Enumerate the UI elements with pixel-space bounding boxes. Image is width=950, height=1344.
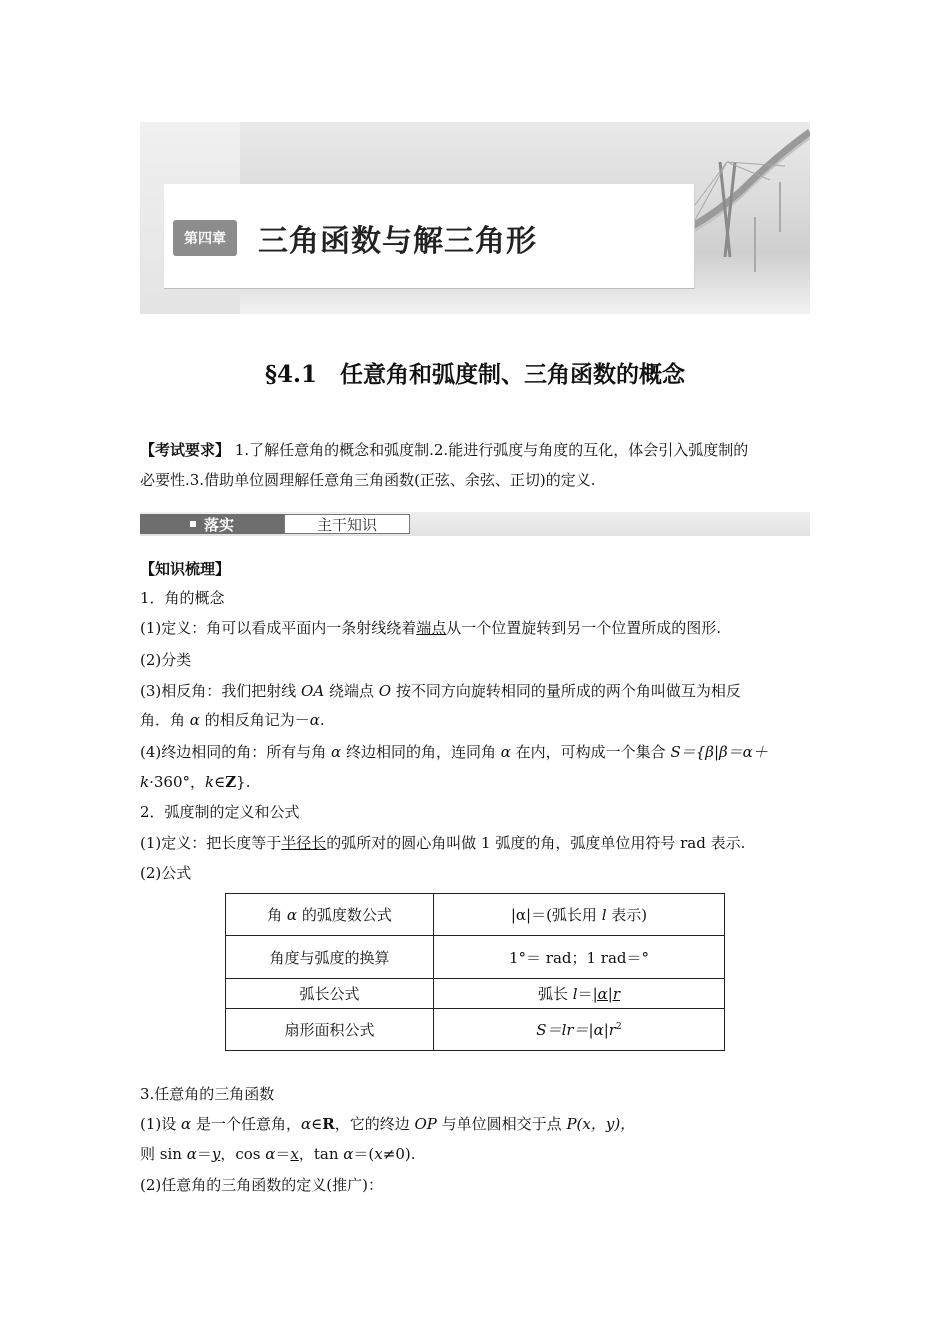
definition-suffix: 从一个位置旋转到另一个位置所成的图形. [446,619,722,637]
trig2-text-b: ，cos [220,1145,266,1163]
trig1-op: OP [414,1115,437,1133]
chapter-tag: 第四章 [173,220,237,256]
trig-heading: 3.任意角的三角函数 [140,1085,275,1103]
knowledge-heading: 【知识梳理】 [140,560,231,578]
terminal2-end: }. [236,773,251,791]
cell-text: 弧长 [537,985,568,1003]
trig2-x: x [290,1145,299,1163]
section-bar [140,512,810,536]
trig2-text-e: ≠0). [382,1145,416,1163]
opposite-text-c: 按不同方向旋转相同的量所成的两个角叫做互为相反 [395,682,741,700]
trig2-text-a: 则 sin [140,1145,187,1163]
table-cell: 角度与弧度的换算 [226,936,434,979]
requirements-line-1 [140,436,812,465]
cell-text: 表示) [611,906,648,924]
trig2-alpha-2: α [265,1145,276,1163]
terminal-alpha-2: α [500,743,511,761]
table-cell [434,1009,725,1051]
cell-text: 的弧度数公式 [301,906,392,924]
trig2-alpha: α [186,1145,197,1163]
table-row [226,1009,725,1051]
requirements-label: 【考试要求】 [140,441,231,459]
terminal-k-2: k [205,773,215,791]
requirements-text-1: 1.了解任意角的概念和弧度制.2.能进行弧度与角度的互化，体会引入弧度制的 [234,441,749,459]
terminal2-z: Z [225,773,237,791]
trig1-p: P(x，y)， [566,1115,636,1133]
table-row [226,936,725,979]
terminal-set: S＝{β|β＝α＋ [670,743,768,761]
trig2-y: y [211,1145,221,1163]
trig1-alpha-2: α [300,1115,312,1133]
table-row [226,979,725,1009]
cell-underlined: |α|r [592,985,621,1003]
chapter-banner [140,122,810,314]
trig1-text-b: 是一个任意角， [195,1115,301,1133]
opposite-text-a: (3)相反角：我们把射线 [140,682,297,700]
trig2-text-d: ＝( [353,1145,375,1163]
cell-superscript: 2 [615,1022,622,1032]
trig2-alpha-3: α [343,1145,354,1163]
cell-l: l [572,985,578,1003]
trig-line-1 [140,1110,812,1139]
definition-line [140,614,812,643]
section-bar-dark-label: 落实 [203,515,234,534]
cell-text: 角 [267,906,283,924]
opposite2-alpha-end: α. [309,711,325,729]
radian-def-suffix: 的弧所对的圆心角叫做 1 弧度的角，弧度单位用符号 rad 表示. [326,834,746,852]
table-cell [226,894,434,936]
requirements-text-2: 必要性.3.借助单位圆理解任意角三角函数(正弦、余弦、正切)的定义. [140,471,596,489]
chapter-title: 三角函数与解三角形 [258,224,537,259]
angle-concept-heading: 1．角的概念 [140,589,225,607]
table-cell: 弧长公式 [226,979,434,1009]
terminal-text-c: 在内，可构成一个集合 [515,743,666,761]
opposite2-text-b: 的相反角记为－ [204,711,310,729]
square-icon [190,521,196,527]
table-cell [434,979,725,1009]
terminal-side-line-1 [140,738,812,767]
trig1-text-d: 与单位圆相交于点 [441,1115,562,1133]
radian-definition-line [140,829,812,858]
trig-line-3: (2)任意角的三角函数的定义(推广)： [140,1176,383,1194]
radian-def-underlined: 半径长 [281,834,327,852]
opposite-angle-line-1 [140,677,812,706]
terminal-text-a: (4)终边相同的角：所有与角 [140,743,327,761]
trig1-text-c: ，它的终边 [334,1115,410,1133]
trig1-r: R [322,1115,335,1133]
cell-text: |α|＝(弧长用 [510,906,597,924]
opposite2-alpha: α [189,711,200,729]
opposite2-text-a: 角．角 [140,711,186,729]
trig2-eq: ＝ [196,1145,212,1163]
classification-line: (2)分类 [140,651,192,669]
terminal2-text-a: ·360°， [149,773,205,791]
section-bar-light-label: 主干知识 [284,514,410,534]
terminal-k: k [140,773,150,791]
section-bar-dark [140,514,284,534]
cell-alpha: α [286,906,298,924]
trig1-alpha: α [181,1115,192,1133]
opposite-text-b: 绕端点 [328,682,374,700]
table-row [226,894,725,936]
definition-text: (1)定义：角可以看成平面内一条射线绕着 [140,619,417,637]
terminal-side-line-2 [140,768,812,797]
cell-text: ＝ [577,985,593,1003]
terminal-alpha: α [331,743,342,761]
trig2-text-c: ，tan [298,1145,344,1163]
radian-heading: 2．弧度制的定义和公式 [140,803,300,821]
formula-table [225,893,725,1051]
cell-l: l [601,906,607,924]
terminal2-in: ∈ [214,773,226,791]
trig1-in: ∈ [311,1115,323,1133]
definition-underlined: 端点 [416,619,447,637]
requirements-line-2 [140,466,812,495]
opposite-o: O [378,682,392,700]
trig-line-2 [140,1140,812,1169]
trig2-eq-2: ＝ [275,1145,291,1163]
trig1-text-a: (1)设 [140,1115,177,1133]
terminal-text-b: 终边相同的角，连同角 [345,743,496,761]
formula-label: (2)公式 [140,864,192,882]
table-cell: 1°＝ rad；1 rad＝° [434,936,725,979]
trig2-x-2: x [374,1145,383,1163]
cell-formula: S＝lr＝|α|r [536,1021,616,1039]
table-cell [434,894,725,936]
section-title: §4.1 任意角和弧度制、三角函数的概念 [264,361,686,388]
opposite-angle-line-2 [140,706,812,735]
radian-def-prefix: (1)定义：把长度等于 [140,834,282,852]
opposite-oa: OA [301,682,325,700]
table-cell: 扇形面积公式 [226,1009,434,1051]
